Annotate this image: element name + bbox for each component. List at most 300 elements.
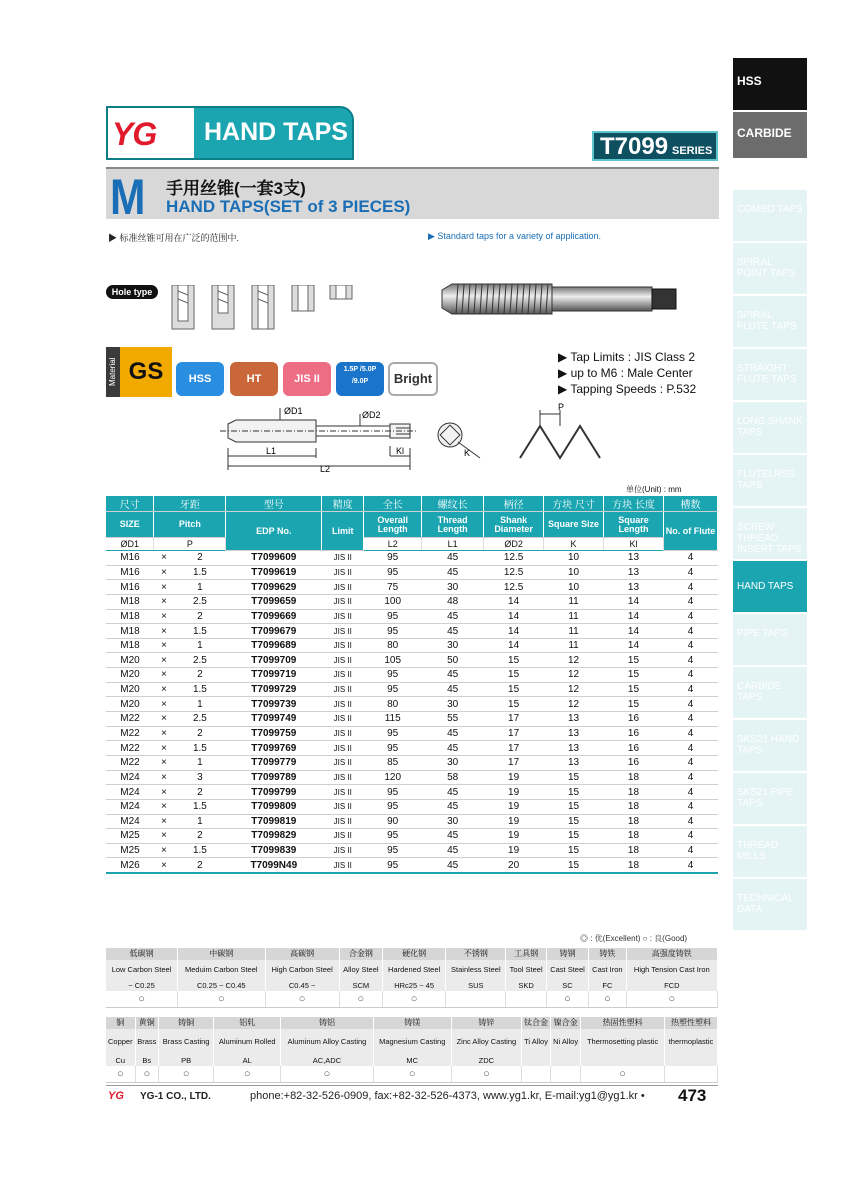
header-cn-pitch: 牙距 xyxy=(154,496,226,512)
chip-bright: Bright xyxy=(388,362,438,396)
sidebar-item-thread-mills[interactable]: THREAD MILLS xyxy=(733,826,807,877)
table-cell: T7099609 xyxy=(226,551,322,566)
sidebar-item-carbide-taps[interactable]: CARBIDE TAPS xyxy=(733,667,807,718)
table-cell: M18 xyxy=(106,638,154,653)
table-cell: 1.5 xyxy=(174,565,226,580)
table-cell: 45 xyxy=(422,726,484,741)
table-cell: JIS II xyxy=(322,624,364,639)
table-cell: M20 xyxy=(106,653,154,668)
material-cell: Aluminum Alloy Casting xyxy=(281,1029,374,1055)
table-cell: 12 xyxy=(544,682,604,697)
specification-table xyxy=(106,496,718,874)
table-cell: 16 xyxy=(604,726,664,741)
table-cell: 15 xyxy=(604,697,664,712)
material-cell: 铸锌 xyxy=(451,1017,521,1029)
table-header-en xyxy=(106,512,718,538)
table-cell: 2.5 xyxy=(174,653,226,668)
table-cell: 85 xyxy=(364,755,422,770)
note-cn: ▶ 标准丝锥可用在广泛的范围中. xyxy=(108,233,240,243)
hole-diagram-2-icon xyxy=(212,285,234,329)
material-cell: SCM xyxy=(339,980,382,991)
table-cell: T7099769 xyxy=(226,741,322,756)
table-cell: 45 xyxy=(422,609,484,624)
table-cell: T7099819 xyxy=(226,814,322,829)
table-cell: 13 xyxy=(604,551,664,566)
material-cell: Low Carbon Steel xyxy=(106,960,178,980)
material-cell: SKD xyxy=(506,980,546,991)
header-cn-overall: 全长 xyxy=(364,496,422,512)
material-cell: 铸镁 xyxy=(373,1017,451,1029)
table-cell: M24 xyxy=(106,770,154,785)
material-cell: ○ xyxy=(383,991,446,1007)
material-cell: ○ xyxy=(265,991,339,1007)
table-cell: 95 xyxy=(364,668,422,683)
table-cell: 15 xyxy=(484,697,544,712)
table-cell: JIS II xyxy=(322,814,364,829)
header-sym-p: P xyxy=(154,538,226,551)
table-cell: × xyxy=(154,624,174,639)
header-sym-k: K xyxy=(544,538,604,551)
material-cell: SUS xyxy=(446,980,506,991)
table-cell: × xyxy=(154,609,174,624)
table-header-cn xyxy=(106,496,718,512)
table-cell: 15 xyxy=(544,799,604,814)
table-header-symbols xyxy=(106,538,718,551)
table-cell: 48 xyxy=(422,594,484,609)
material-cell xyxy=(665,1066,718,1082)
label-p: P xyxy=(558,402,565,412)
material-cell: 黄铜 xyxy=(135,1017,158,1029)
header-sym-l1: L1 xyxy=(422,538,484,551)
table-cell: JIS II xyxy=(322,755,364,770)
table-cell: 14 xyxy=(604,638,664,653)
tab-carbide[interactable]: CARBIDE xyxy=(733,112,807,158)
hole-diagram-4-icon xyxy=(292,285,314,311)
tab-hss[interactable]: HSS xyxy=(733,58,807,110)
material-cell: ○ xyxy=(106,1066,135,1082)
material-row-code xyxy=(106,980,718,991)
table-cell: 4 xyxy=(663,799,717,814)
table-cell: 18 xyxy=(604,843,664,858)
table-cell: T7099829 xyxy=(226,829,322,844)
footer-divider xyxy=(106,1085,718,1086)
material-cell: MC xyxy=(373,1055,451,1066)
hole-type-diagrams xyxy=(168,285,358,335)
material-cell: 铜 xyxy=(106,1017,135,1029)
table-cell: 115 xyxy=(364,712,422,727)
table-cell: 4 xyxy=(663,712,717,727)
table-cell: 14 xyxy=(484,638,544,653)
spec-tap-limits: ▶ Tap Limits : JIS Class 2 xyxy=(558,350,696,364)
sidebar-item-flutelrss-taps[interactable]: FLUTELRSS TAPS xyxy=(733,455,807,506)
sidebar-item-long-shank-taps[interactable]: LONG SHANK TAPS xyxy=(733,402,807,453)
table-cell: 30 xyxy=(422,697,484,712)
table-cell: 45 xyxy=(422,565,484,580)
table-cell: JIS II xyxy=(322,843,364,858)
table-cell: 15 xyxy=(484,668,544,683)
table-cell: 4 xyxy=(663,843,717,858)
material-cell: ○ xyxy=(451,1066,521,1082)
chip-pitch: 1.5P /5.0P /9.0P xyxy=(336,362,384,396)
material-cell: ○ xyxy=(106,991,178,1007)
material-row-rating xyxy=(106,1066,718,1082)
header-overall: Overall Length xyxy=(364,512,422,538)
series-word: SERIES xyxy=(672,145,713,157)
material-cell: 铸铜 xyxy=(159,1017,214,1029)
table-cell: M22 xyxy=(106,755,154,770)
material-cell: 热塑性塑料 xyxy=(665,1017,718,1029)
sidebar-item-pipe-taps[interactable]: PIPE TAPS xyxy=(733,614,807,665)
table-cell: 95 xyxy=(364,565,422,580)
table-cell: × xyxy=(154,638,174,653)
table-cell: 95 xyxy=(364,829,422,844)
table-cell: 14 xyxy=(604,594,664,609)
footer-contact: phone:+82-32-526-0909, fax:+82-32-526-4373, www.yg1.kr, E-mail:yg1@yg1.kr • xyxy=(250,1090,645,1102)
table-cell: 4 xyxy=(663,624,717,639)
series-code: T7099 xyxy=(600,133,669,160)
table-row xyxy=(106,551,718,566)
table-cell: × xyxy=(154,829,174,844)
sidebar-item-straight-flute-taps[interactable]: STRAIGHT FLUTE TAPS xyxy=(733,349,807,400)
table-cell: 19 xyxy=(484,799,544,814)
sidebar-item-sks21-pipe-taps[interactable]: SKS21 PIPE TAPS xyxy=(733,773,807,824)
material-cell: ○ xyxy=(281,1066,374,1082)
table-cell: M16 xyxy=(106,565,154,580)
table-cell: 4 xyxy=(663,594,717,609)
sidebar-item-spiral-point-taps[interactable]: SPIRAL POINT TAPS xyxy=(733,243,807,294)
table-cell: T7099659 xyxy=(226,594,322,609)
table-cell: 17 xyxy=(484,712,544,727)
table-cell: 2.5 xyxy=(174,594,226,609)
header-sym-l2: L2 xyxy=(364,538,422,551)
table-cell: 1.5 xyxy=(174,799,226,814)
chip-jis: JIS II xyxy=(283,362,331,396)
table-cell: T7099N49 xyxy=(226,858,322,873)
table-cell: 2 xyxy=(174,551,226,566)
table-cell: 2 xyxy=(174,609,226,624)
table-cell: 15 xyxy=(544,829,604,844)
page-number: 473 xyxy=(678,1086,707,1105)
table-row xyxy=(106,624,718,639)
header-limit: Limit xyxy=(322,512,364,551)
table-cell: 17 xyxy=(484,741,544,756)
header-size: SIZE xyxy=(106,512,154,538)
table-cell: × xyxy=(154,565,174,580)
label-d1: ØD1 xyxy=(284,406,303,416)
table-cell: × xyxy=(154,785,174,800)
table-cell: 30 xyxy=(422,638,484,653)
table-cell: 18 xyxy=(604,814,664,829)
table-cell: × xyxy=(154,726,174,741)
header-cn-edp: 型号 xyxy=(226,496,322,512)
table-cell: 13 xyxy=(604,580,664,595)
table-cell: 14 xyxy=(484,594,544,609)
material-cell: Stainless Steel xyxy=(446,960,506,980)
material-cell xyxy=(551,1066,581,1082)
header-cn-size: 尺寸 xyxy=(106,496,154,512)
table-cell: 12 xyxy=(544,653,604,668)
table-cell: 12 xyxy=(544,668,604,683)
table-cell: 15 xyxy=(604,682,664,697)
material-cell xyxy=(446,991,506,1007)
hole-diagram-1-icon xyxy=(172,285,194,329)
table-cell: 19 xyxy=(484,829,544,844)
material-cell: ○ xyxy=(581,1066,665,1082)
sidebar-item-screw-thread-insert-taps[interactable]: SCREW THREAD INSERT TAPS xyxy=(733,508,807,559)
table-cell: 45 xyxy=(422,624,484,639)
material-cell: Meduim Carbon Steel xyxy=(178,960,266,980)
material-cell: ○ xyxy=(214,1066,281,1082)
table-cell: 45 xyxy=(422,551,484,566)
table-cell: 11 xyxy=(544,594,604,609)
material-cell: 钛合金 xyxy=(522,1017,551,1029)
table-cell: 105 xyxy=(364,653,422,668)
table-cell: 4 xyxy=(663,668,717,683)
material-cell: 合金钢 xyxy=(339,948,382,960)
material-cell: Ni Alloy xyxy=(551,1029,581,1055)
table-cell: 12.5 xyxy=(484,565,544,580)
material-cell: C0.45 ~ xyxy=(265,980,339,991)
table-cell: 13 xyxy=(604,565,664,580)
material-cell: ZDC xyxy=(451,1055,521,1066)
table-cell: M18 xyxy=(106,594,154,609)
table-cell: 2 xyxy=(174,785,226,800)
table-cell: 2 xyxy=(174,829,226,844)
material-cell: Bs xyxy=(135,1055,158,1066)
material-cell: 工具钢 xyxy=(506,948,546,960)
table-cell: JIS II xyxy=(322,609,364,624)
table-cell: 18 xyxy=(604,770,664,785)
hole-diagram-5-icon xyxy=(330,285,352,299)
table-cell: 14 xyxy=(484,624,544,639)
table-cell: 12 xyxy=(544,697,604,712)
material-cell xyxy=(522,1066,551,1082)
material-cell: ○ xyxy=(178,991,266,1007)
header-cn-square-length: 方块 长度 xyxy=(604,496,664,512)
material-cell: 热固性塑料 xyxy=(581,1017,665,1029)
hole-diagram-3-icon xyxy=(252,285,274,329)
table-cell: M22 xyxy=(106,726,154,741)
table-cell: JIS II xyxy=(322,741,364,756)
sidebar-item-technical-data[interactable]: TECHNICAL DATA xyxy=(733,879,807,930)
table-cell: 18 xyxy=(604,785,664,800)
table-cell: T7099839 xyxy=(226,843,322,858)
table-cell: T7099729 xyxy=(226,682,322,697)
material-cell: ○ xyxy=(626,991,717,1007)
material-groups-label: Material xyxy=(106,347,120,397)
table-cell: 4 xyxy=(663,682,717,697)
table-cell: 15 xyxy=(544,785,604,800)
table-cell: JIS II xyxy=(322,594,364,609)
table-row xyxy=(106,594,718,609)
table-cell: JIS II xyxy=(322,785,364,800)
material-cell xyxy=(522,1055,551,1066)
table-cell: M26 xyxy=(106,858,154,873)
table-cell: 20 xyxy=(484,858,544,873)
material-cell: ○ xyxy=(135,1066,158,1082)
table-cell: 1 xyxy=(174,755,226,770)
material-cell: HRc25 ~ 45 xyxy=(383,980,446,991)
table-cell: 16 xyxy=(604,741,664,756)
table-cell: T7099759 xyxy=(226,726,322,741)
material-table-2 xyxy=(106,1017,718,1083)
table-cell: 45 xyxy=(422,668,484,683)
table-cell: 4 xyxy=(663,609,717,624)
table-cell: 4 xyxy=(663,653,717,668)
table-cell: 13 xyxy=(544,741,604,756)
table-cell: T7099789 xyxy=(226,770,322,785)
table-cell: 75 xyxy=(364,580,422,595)
table-cell: 80 xyxy=(364,638,422,653)
table-cell: 15 xyxy=(604,668,664,683)
material-cell: Hardened Steel xyxy=(383,960,446,980)
table-cell: 1.5 xyxy=(174,624,226,639)
table-cell: 11 xyxy=(544,638,604,653)
table-cell: JIS II xyxy=(322,726,364,741)
material-cell: 铸铁 xyxy=(589,948,626,960)
material-table-1 xyxy=(106,948,718,1008)
table-cell: JIS II xyxy=(322,668,364,683)
table-cell: 19 xyxy=(484,814,544,829)
table-cell: T7099679 xyxy=(226,624,322,639)
table-cell: 14 xyxy=(604,624,664,639)
table-cell: × xyxy=(154,814,174,829)
table-row xyxy=(106,799,718,814)
table-cell: × xyxy=(154,741,174,756)
header-cn-limit: 精度 xyxy=(322,496,364,512)
table-cell: 11 xyxy=(544,624,604,639)
table-cell: 30 xyxy=(422,755,484,770)
material-cell: AL xyxy=(214,1055,281,1066)
material-cell: FC xyxy=(589,980,626,991)
header-square-length: Square Length xyxy=(604,512,664,538)
table-cell: 13 xyxy=(544,726,604,741)
tap-dimension-drawing xyxy=(220,402,620,474)
table-cell: 90 xyxy=(364,814,422,829)
label-l2: L2 xyxy=(320,464,331,474)
rating-legend: ◎ : 优(Excellent) ○ : 良(Good) xyxy=(580,934,688,943)
table-cell: M20 xyxy=(106,682,154,697)
table-row xyxy=(106,682,718,697)
spec-tapping-speeds: ▶ Tapping Speeds : P.532 xyxy=(558,382,697,396)
table-row xyxy=(106,741,718,756)
material-cell: Copper xyxy=(106,1029,135,1055)
label-k: K xyxy=(464,448,471,458)
table-cell: 45 xyxy=(422,858,484,873)
table-cell: 1 xyxy=(174,580,226,595)
material-cell: 镍合金 xyxy=(551,1017,581,1029)
table-cell: 95 xyxy=(364,858,422,873)
table-cell: 3 xyxy=(174,770,226,785)
table-cell: 14 xyxy=(604,609,664,624)
material-cell: Tool Steel xyxy=(506,960,546,980)
material-cell: High Tension Cast Iron xyxy=(626,960,717,980)
table-cell: 4 xyxy=(663,565,717,580)
table-cell: M16 xyxy=(106,580,154,595)
header-sym-d1: ØD1 xyxy=(106,538,154,551)
table-cell: 45 xyxy=(422,785,484,800)
table-cell: 17 xyxy=(484,726,544,741)
material-cell: 铸铝 xyxy=(281,1017,374,1029)
table-cell: 120 xyxy=(364,770,422,785)
table-cell: T7099619 xyxy=(226,565,322,580)
table-cell: 2 xyxy=(174,858,226,873)
table-cell: 80 xyxy=(364,697,422,712)
note-en: ▶ Standard taps for a variety of application. xyxy=(428,231,602,241)
table-row xyxy=(106,609,718,624)
table-cell: M25 xyxy=(106,843,154,858)
material-row-en xyxy=(106,1029,718,1055)
table-cell: 45 xyxy=(422,829,484,844)
table-cell: 1 xyxy=(174,814,226,829)
material-cell: 高强度铸铁 xyxy=(626,948,717,960)
header-sym-kl: Kl xyxy=(604,538,664,551)
table-cell: 45 xyxy=(422,799,484,814)
table-cell: × xyxy=(154,551,174,566)
table-cell: 11 xyxy=(544,609,604,624)
sidebar-item-hand-taps[interactable]: HAND TAPS xyxy=(733,561,807,612)
sidebar-item-sks21-hand-taps[interactable]: SKS21 HAND TAPS xyxy=(733,720,807,771)
table-cell: 4 xyxy=(663,580,717,595)
table-cell: 4 xyxy=(663,858,717,873)
table-cell: 30 xyxy=(422,814,484,829)
material-cell: 硬化钢 xyxy=(383,948,446,960)
table-cell: T7099629 xyxy=(226,580,322,595)
table-cell: × xyxy=(154,755,174,770)
table-cell: T7099809 xyxy=(226,799,322,814)
label-l1: L1 xyxy=(266,446,277,456)
table-row xyxy=(106,726,718,741)
table-cell: JIS II xyxy=(322,565,364,580)
table-cell: 15 xyxy=(544,814,604,829)
table-cell: T7099739 xyxy=(226,697,322,712)
table-cell: 13 xyxy=(544,755,604,770)
table-row xyxy=(106,638,718,653)
table-cell: 13 xyxy=(544,712,604,727)
unit-label: 单位(Unit) : mm xyxy=(626,485,682,494)
material-cell: Aluminum Rolled xyxy=(214,1029,281,1055)
material-cell: FCD xyxy=(626,980,717,991)
material-cell: ○ xyxy=(373,1066,451,1082)
sidebar-item-spiral-flute-taps[interactable]: SPIRAL FLUTE TAPS xyxy=(733,296,807,347)
header-cn-thread: 螺纹长 xyxy=(422,496,484,512)
material-cell xyxy=(581,1055,665,1066)
sidebar-item-combo-taps[interactable]: COMBO TAPS xyxy=(733,190,807,241)
table-row xyxy=(106,814,718,829)
hole-type-label: Hole type xyxy=(106,285,158,299)
material-cell: PB xyxy=(159,1055,214,1066)
table-cell: 95 xyxy=(364,682,422,697)
table-cell: 4 xyxy=(663,551,717,566)
material-cell: 铸钢 xyxy=(546,948,588,960)
material-row-cn xyxy=(106,948,718,960)
brand-title: HAND TAPS xyxy=(204,118,348,146)
footer-logo: YG xyxy=(108,1090,124,1102)
page-title-cn: 手用丝锥(一套3支) xyxy=(166,179,306,198)
table-cell: JIS II xyxy=(322,799,364,814)
section-letter: M xyxy=(110,169,144,225)
table-cell: JIS II xyxy=(322,580,364,595)
material-cell: Thermosetting plastic xyxy=(581,1029,665,1055)
table-cell: 100 xyxy=(364,594,422,609)
header-pitch: Pitch xyxy=(154,512,226,538)
table-cell: 4 xyxy=(663,755,717,770)
table-row xyxy=(106,829,718,844)
table-cell: 95 xyxy=(364,609,422,624)
table-cell: M25 xyxy=(106,829,154,844)
material-cell: Magnesium Casting xyxy=(373,1029,451,1055)
table-cell: M24 xyxy=(106,799,154,814)
